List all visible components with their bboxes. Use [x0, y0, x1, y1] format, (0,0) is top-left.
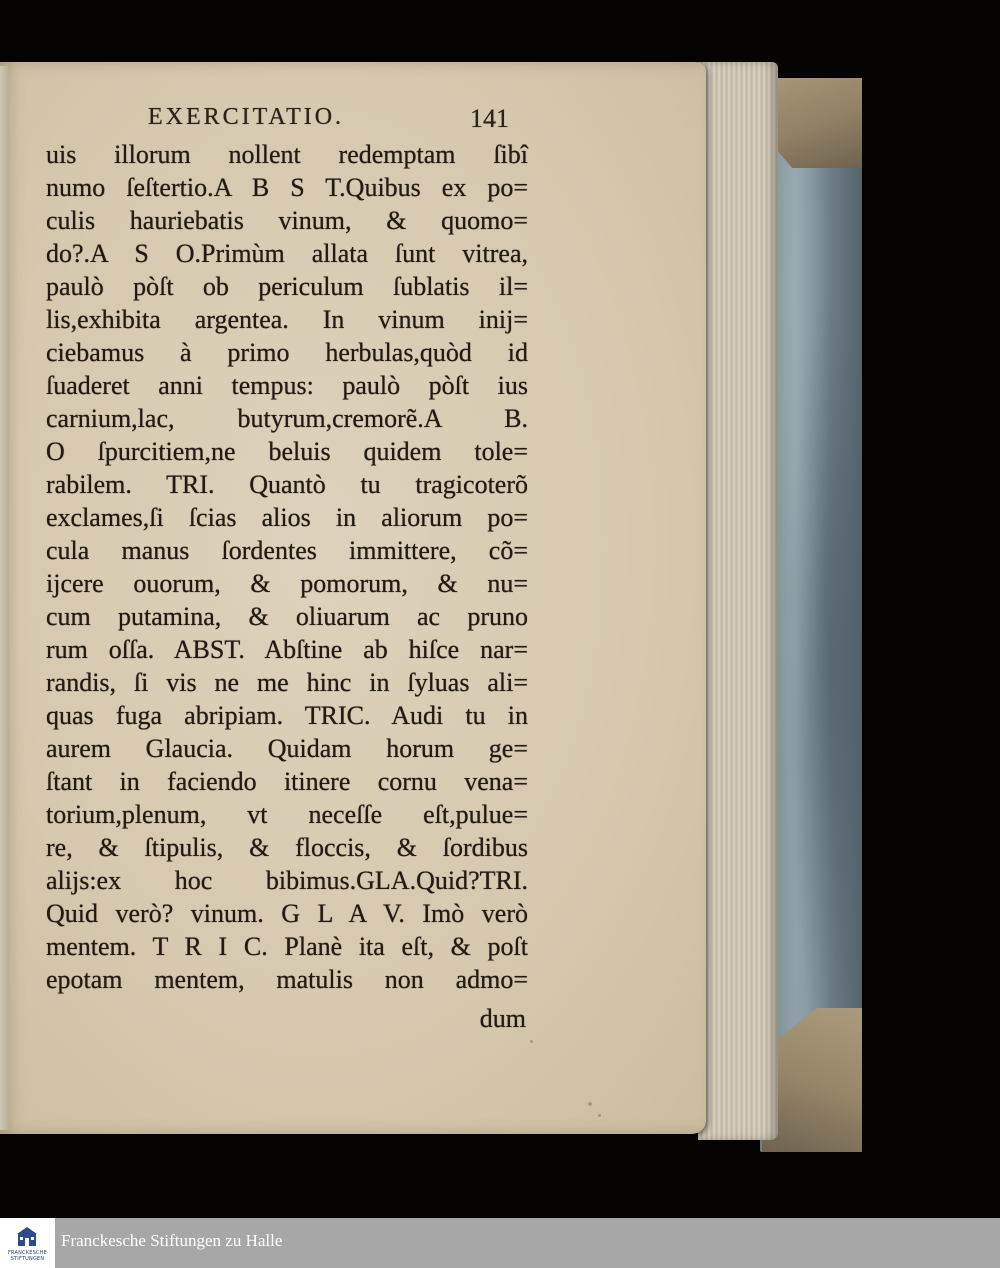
building-icon — [16, 1225, 38, 1247]
running-head: EXERCITATIO. — [148, 104, 345, 130]
text-line: rabilem. TRI. Quantò tu tragicoterõ — [46, 470, 528, 499]
text-line: alijs:ex hoc bibimus.GLA.Quid?TRI. — [46, 866, 528, 895]
text-line: epotam mentem, matulis non admo= — [46, 965, 528, 994]
text-line: do?.A S O.Primùm allata ſunt vitrea, — [46, 239, 528, 268]
institution-name: Franckesche Stiftungen zu Halle — [61, 1231, 283, 1250]
text-line: aurem Glaucia. Quidam horum ge= — [46, 734, 528, 763]
footer-bar — [0, 1218, 1000, 1268]
text-line: culis hauriebatis vinum, & quomo= — [46, 206, 528, 235]
text-line: randis, ſi vis ne me hinc in ſyluas ali= — [46, 668, 528, 697]
text-line: uis illorum nollent redemptam ſibî — [46, 140, 528, 169]
facing-page-edge — [0, 66, 9, 1130]
ink-speck — [598, 1114, 601, 1117]
text-line: torium,plenum, vt neceſſe eſt,pulue= — [46, 800, 528, 829]
text-line: cum putamina, & oliuarum ac pruno — [46, 602, 528, 631]
text-line: ijcere ouorum, & pomorum, & nu= — [46, 569, 528, 598]
text-line: ciebamus à primo herbulas,quòd id — [46, 338, 528, 367]
catchword: dum — [479, 1004, 526, 1033]
text-line: rum oſſa. ABST. Abſtine ab hiſce nar= — [46, 635, 528, 664]
text-line: ſtant in faciendo itinere cornu vena= — [46, 767, 528, 796]
text-line: paulò pòſt ob periculum ſublatis il= — [46, 272, 528, 301]
text-line: mentem. T R I C. Planè ita eſt, & poſt — [46, 932, 528, 961]
text-line: quas fuga abripiam. TRIC. Audi tu in — [46, 701, 528, 730]
text-line: cula manus ſordentes immittere, cõ= — [46, 536, 528, 565]
text-line: ſuaderet anni tempus: paulò pòſt ius — [46, 371, 528, 400]
text-line: re, & ſtipulis, & floccis, & ſordibus — [46, 833, 528, 862]
text-line: O ſpurcitiem,ne beluis quidem tole= — [46, 437, 528, 466]
ink-speck — [588, 1102, 592, 1106]
text-line: exclames,ſi ſcias alios in aliorum po= — [46, 503, 528, 532]
text-line: numo ſeſtertio.A B S T.Quibus ex po= — [46, 173, 528, 202]
ink-speck — [530, 1040, 533, 1043]
institution-logo[interactable] — [0, 1218, 55, 1268]
text-line: lis,exhibita argentea. In vinum inij= — [46, 305, 528, 334]
logo-text: FRANCKESCHE STIFTUNGEN — [7, 1250, 48, 1262]
text-line: Quid verò? vinum. G L A V. Imò verò — [46, 899, 528, 928]
page-edges — [698, 62, 778, 1140]
text-line: carnium,lac, butyrum,cremorẽ.A B. — [46, 404, 528, 433]
page-number: 141 — [470, 104, 509, 133]
